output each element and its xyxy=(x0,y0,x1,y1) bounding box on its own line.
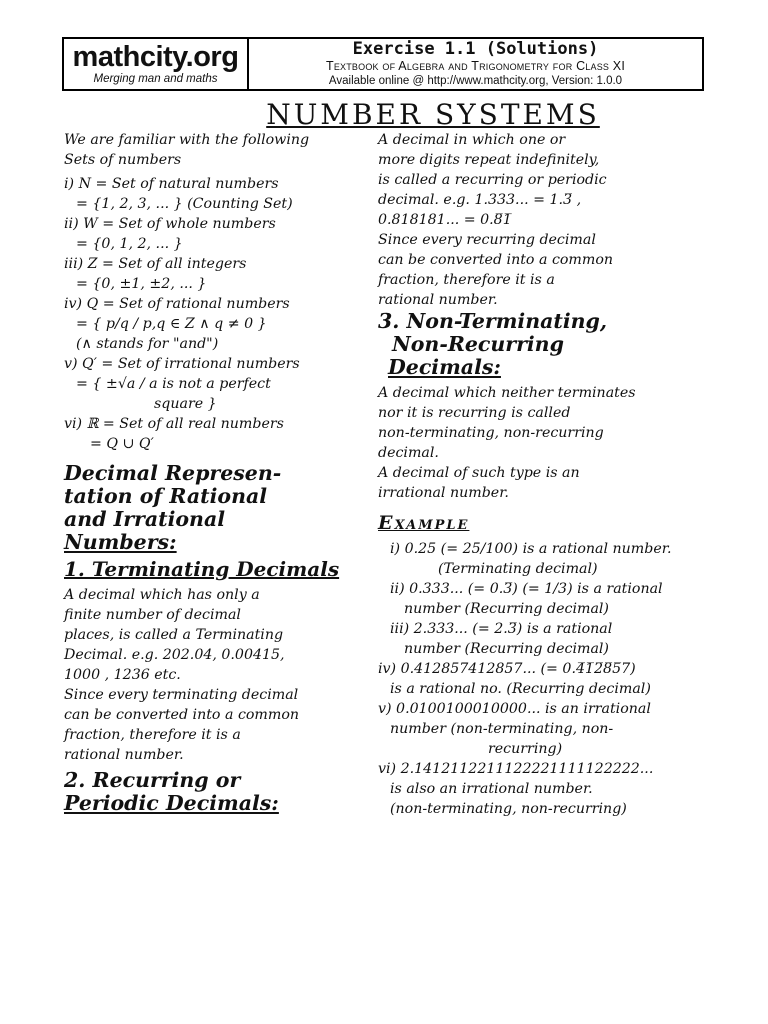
example-line: is also an irrational number. xyxy=(390,781,593,797)
paragraph-line: can be converted into a common xyxy=(378,252,614,268)
set-definition: ii) W = Set of whole numbers xyxy=(64,216,276,232)
paragraph-line: decimal. xyxy=(378,445,439,461)
section-heading: Periodic Decimals: xyxy=(64,791,279,815)
paragraph-line: finite number of decimal xyxy=(64,607,241,623)
set-definition: v) Q′ = Set of irrational numbers xyxy=(64,356,300,372)
paragraph-line: is called a recurring or periodic xyxy=(378,172,607,188)
paragraph-line: decimal. e.g. 1.333... = 1.3̅ , xyxy=(378,192,582,208)
paragraph-line: 1000 , 1236 etc. xyxy=(64,667,181,683)
section-heading: and Irrational xyxy=(64,507,226,531)
brand-box xyxy=(64,39,249,89)
section-heading: 2. Recurring or xyxy=(64,768,241,792)
example-line: iii) 2.333... (= 2.3̅) is a rational xyxy=(390,621,613,637)
availability-line: Available online @ http://www.mathcity.org, Version: 1.0.0 xyxy=(328,75,623,87)
section-heading: tation of Rational xyxy=(64,484,268,508)
paragraph-line: Since every recurring decimal xyxy=(378,232,596,248)
right-column xyxy=(378,130,712,819)
paragraph-line: rational number. xyxy=(378,292,498,308)
example-line: ii) 0.333... (= 0.3̅) (= 1/3) is a rational xyxy=(390,581,663,597)
set-elements: = Q ∪ Q′ xyxy=(90,436,154,452)
example-heading: Example xyxy=(378,512,470,534)
page-header xyxy=(62,37,704,91)
paragraph-line: nor it is recurring is called xyxy=(378,405,571,421)
paragraph-line: fraction, therefore it is a xyxy=(64,727,241,743)
set-definition: vi) ℝ = Set of all real numbers xyxy=(64,416,284,432)
set-elements: = { p/q / p,q ∈ Z ∧ q ≠ 0 } xyxy=(76,316,267,332)
example-line: (Terminating decimal) xyxy=(438,561,598,577)
paragraph-line: 0.818181... = 0.8̅1̅ xyxy=(378,212,512,228)
example-line: vi) 2.1412112211122221111122222... xyxy=(378,761,654,777)
exercise-title: Exercise 1.1 (Solutions) xyxy=(352,39,599,59)
example-line: number (Recurring decimal) xyxy=(404,601,609,617)
paragraph-line: A decimal of such type is an xyxy=(378,465,580,481)
textbook-subtitle: Textbook of Algebra and Trigonometry for Class XI xyxy=(325,59,625,73)
example-line: iv) 0.412857412857... (= 0.4̅1̅2̅8̅5̅7̅) xyxy=(378,661,636,677)
example-line: is a rational no. (Recurring decimal) xyxy=(390,681,651,697)
example-line: v) 0.0100100010000... is an irrational xyxy=(378,701,651,717)
section-heading: Numbers: xyxy=(64,530,177,554)
page-title: NUMBER SYSTEMS xyxy=(266,98,600,131)
paragraph-line: Decimal. e.g. 202.04, 0.00415, xyxy=(64,647,285,663)
example-line: i) 0.25 (= 25/100) is a rational number. xyxy=(390,541,672,557)
set-elements: square } xyxy=(154,396,217,412)
set-elements: = {1, 2, 3, ... } (Counting Set) xyxy=(76,196,293,212)
example-line: number (Recurring decimal) xyxy=(404,641,609,657)
set-definition: i) N = Set of natural numbers xyxy=(64,176,279,192)
example-line: number (non-terminating, non- xyxy=(390,721,614,737)
paragraph-line: rational number. xyxy=(64,747,184,763)
paragraph-line: Since every terminating decimal xyxy=(64,687,299,703)
header-titles xyxy=(249,39,702,89)
section-heading: 1. Terminating Decimals xyxy=(64,557,340,581)
left-column xyxy=(64,130,379,815)
brand-tagline: Merging man and maths xyxy=(93,73,218,85)
section-heading: 3. Non-Terminating, xyxy=(378,309,608,333)
paragraph-line: A decimal which has only a xyxy=(64,587,260,603)
paragraph-line: irrational number. xyxy=(378,485,509,501)
set-elements: = {0, ±1, ±2, ... } xyxy=(76,276,207,292)
set-elements: = { ±√a / a is not a perfect xyxy=(76,376,271,392)
section-heading: Decimal Represen- xyxy=(64,461,282,485)
note-line: (∧ stands for "and") xyxy=(76,336,219,352)
example-line: (non-terminating, non-recurring) xyxy=(390,801,627,817)
set-elements: = {0, 1, 2, ... } xyxy=(76,236,183,252)
set-definition: iii) Z = Set of all integers xyxy=(64,256,247,272)
example-line: recurring) xyxy=(488,741,563,757)
paragraph-line: A decimal in which one or xyxy=(378,132,566,148)
note-line: We are familiar with the following xyxy=(64,132,310,148)
paragraph-line: more digits repeat indefinitely, xyxy=(378,152,600,168)
note-line: Sets of numbers xyxy=(64,152,182,168)
brand-logo-text: mathcity.org xyxy=(72,41,239,73)
paragraph-line: places, is called a Terminating xyxy=(64,627,284,643)
section-heading: Decimals: xyxy=(388,355,501,379)
section-heading: Non-Recurring xyxy=(392,332,564,356)
paragraph-line: non-terminating, non-recurring xyxy=(378,425,604,441)
paragraph-line: fraction, therefore it is a xyxy=(378,272,555,288)
paragraph-line: can be converted into a common xyxy=(64,707,300,723)
paragraph-line: A decimal which neither terminates xyxy=(378,385,636,401)
set-definition: iv) Q = Set of rational numbers xyxy=(64,296,290,312)
